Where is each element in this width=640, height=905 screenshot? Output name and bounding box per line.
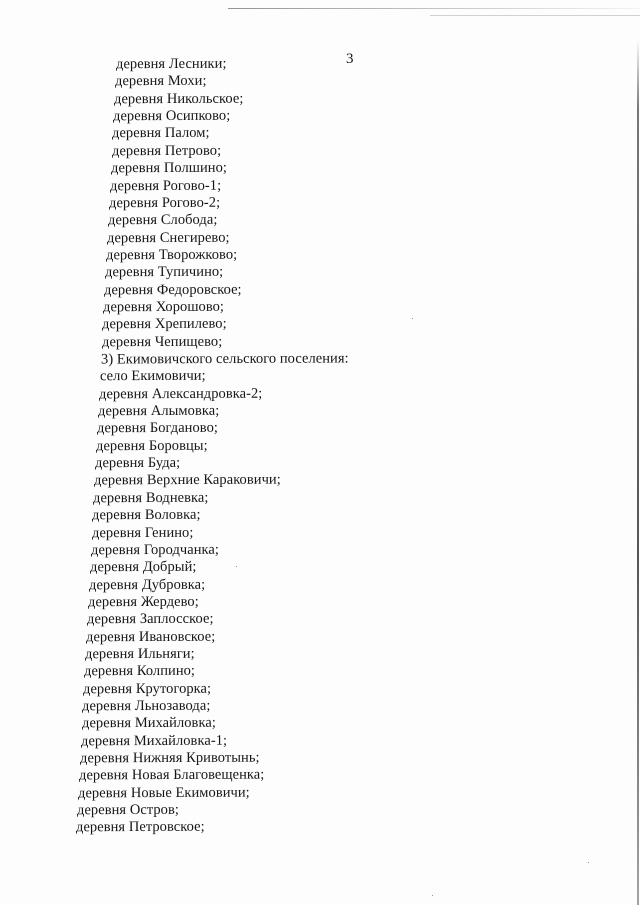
list-item: деревня Крутогорка; [83, 680, 212, 697]
list-item: деревня Алымовка; [97, 402, 220, 420]
list-item: деревня Льнозавода; [82, 697, 211, 715]
scan-speck [236, 566, 237, 567]
scan-artifact-edge [637, 40, 639, 905]
list-item: деревня Хорошово; [103, 298, 225, 316]
list-item: деревня Остров; [76, 801, 179, 819]
list-item: деревня Петровское; [75, 819, 205, 836]
list-item: деревня Петрово; [111, 142, 221, 160]
scan-speck [432, 895, 433, 896]
list-item: деревня Верхние Караковичи; [94, 471, 282, 489]
scan-artifact-line [228, 8, 640, 9]
list-item: деревня Полшино; [110, 159, 227, 177]
list-item: деревня Нижняя Кривотынь; [79, 749, 260, 767]
list-item: деревня Колпино; [84, 663, 196, 680]
list-item: село Екимовичи; [99, 368, 206, 385]
list-item: деревня Генино; [91, 524, 193, 541]
list-item: деревня Лесники; [115, 55, 227, 73]
list-item: деревня Рогово-1; [109, 177, 221, 194]
scan-speck [412, 318, 413, 319]
list-item: деревня Ивановское; [85, 628, 216, 645]
list-item: деревня Осипково; [113, 107, 231, 125]
scan-speck [588, 862, 589, 863]
list-item: деревня Жердево; [87, 593, 199, 611]
list-item: деревня Творожково; [105, 246, 238, 264]
list-item: деревня Заплосское; [86, 610, 214, 628]
list-item: деревня Тупичино; [105, 263, 224, 281]
list-item: деревня Буда; [95, 454, 181, 472]
list-item: деревня Снегирево; [106, 229, 230, 246]
section-heading: 3) Екимовичского сельского поселения: [100, 350, 349, 368]
list-item: деревня Федоровское; [104, 281, 242, 298]
list-item: деревня Богданово; [96, 420, 218, 437]
page-number: 3 [346, 51, 354, 67]
list-item: деревня Мохи; [115, 73, 207, 90]
list-item: деревня Добрый; [89, 558, 197, 576]
list-item: деревня Рогово-2; [108, 194, 220, 212]
list-item: деревня Никольское; [114, 90, 244, 107]
list-item: деревня Боровцы; [95, 437, 208, 454]
list-item: деревня Палом; [112, 125, 210, 142]
list-item: деревня Слобода; [107, 211, 218, 229]
list-item: деревня Водневка; [93, 489, 209, 507]
list-item: деревня Дубровка; [88, 576, 205, 593]
list-item: деревня Новая Благовещенка; [78, 766, 265, 784]
list-item: деревня Александровка-2; [98, 385, 263, 403]
scan-artifact-line [430, 15, 640, 16]
list-item: деревня Михайловка; [81, 715, 216, 732]
list-item: деревня Хрепилево; [102, 316, 228, 333]
list-item: деревня Новые Екимовичи; [77, 784, 250, 802]
list-item: деревня Городчанка; [90, 541, 219, 559]
list-item: деревня Ильняги; [85, 645, 195, 663]
list-item: деревня Воловка; [92, 506, 201, 524]
list-item: деревня Чепищево; [101, 333, 222, 350]
list-item: деревня Михайловка-1; [80, 732, 227, 750]
